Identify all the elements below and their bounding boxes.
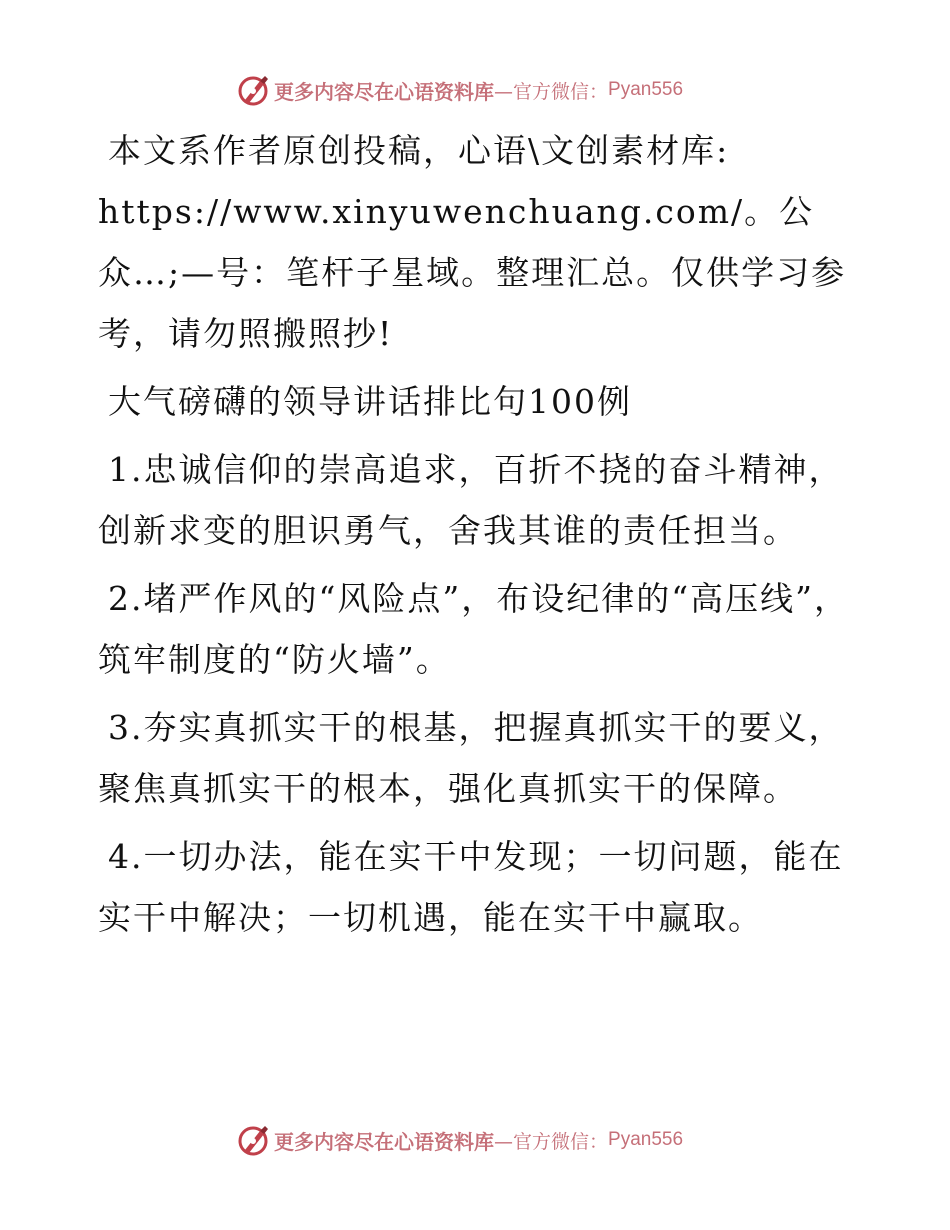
document-body (98, 120, 858, 955)
header-banner (236, 72, 683, 108)
list-item: 1.忠诚信仰的崇高追求，百折不挠的奋斗精神，创新求变的胆识勇气，舍我其谁的责任担当。 (98, 450, 844, 550)
list-item: 3.夯实真抓实干的根基，把握真抓实干的要义，聚焦真抓实干的根本，强化真抓实干的保障。 (98, 708, 844, 808)
banner-contact-label: —官方微信： (494, 1130, 609, 1153)
footer-banner (236, 1122, 683, 1158)
banner-wechat-handle: Pyan556 (608, 1129, 684, 1150)
banner-main-text: 更多内容尽在心语资料库 (274, 79, 494, 104)
banner-main-text: 更多内容尽在心语资料库 (274, 1129, 494, 1154)
banner-wechat-handle: Pyan556 (608, 79, 684, 100)
list-item: 4.一切办法，能在实干中发现；一切问题，能在实干中解决；一切机遇，能在实干中赢取。 (98, 837, 844, 937)
pen-logo-icon (236, 1123, 270, 1157)
intro-paragraph: 本文系作者原创投稿，心语\文创素材库: https://www.xinyuwenchuang.com/。公众…;—号：笔杆子星域。整理汇总。仅供学习参考，请勿照搬照抄! (98, 131, 847, 353)
list-item: 2.堵严作风的“风险点”，布设纪律的“高压线”，筑牢制度的“防火墙”。 (98, 579, 849, 679)
banner-contact-label: —官方微信： (494, 80, 609, 103)
document-title: 大气磅礴的领导讲话排比句100例 (108, 382, 632, 421)
pen-logo-icon (236, 73, 270, 107)
